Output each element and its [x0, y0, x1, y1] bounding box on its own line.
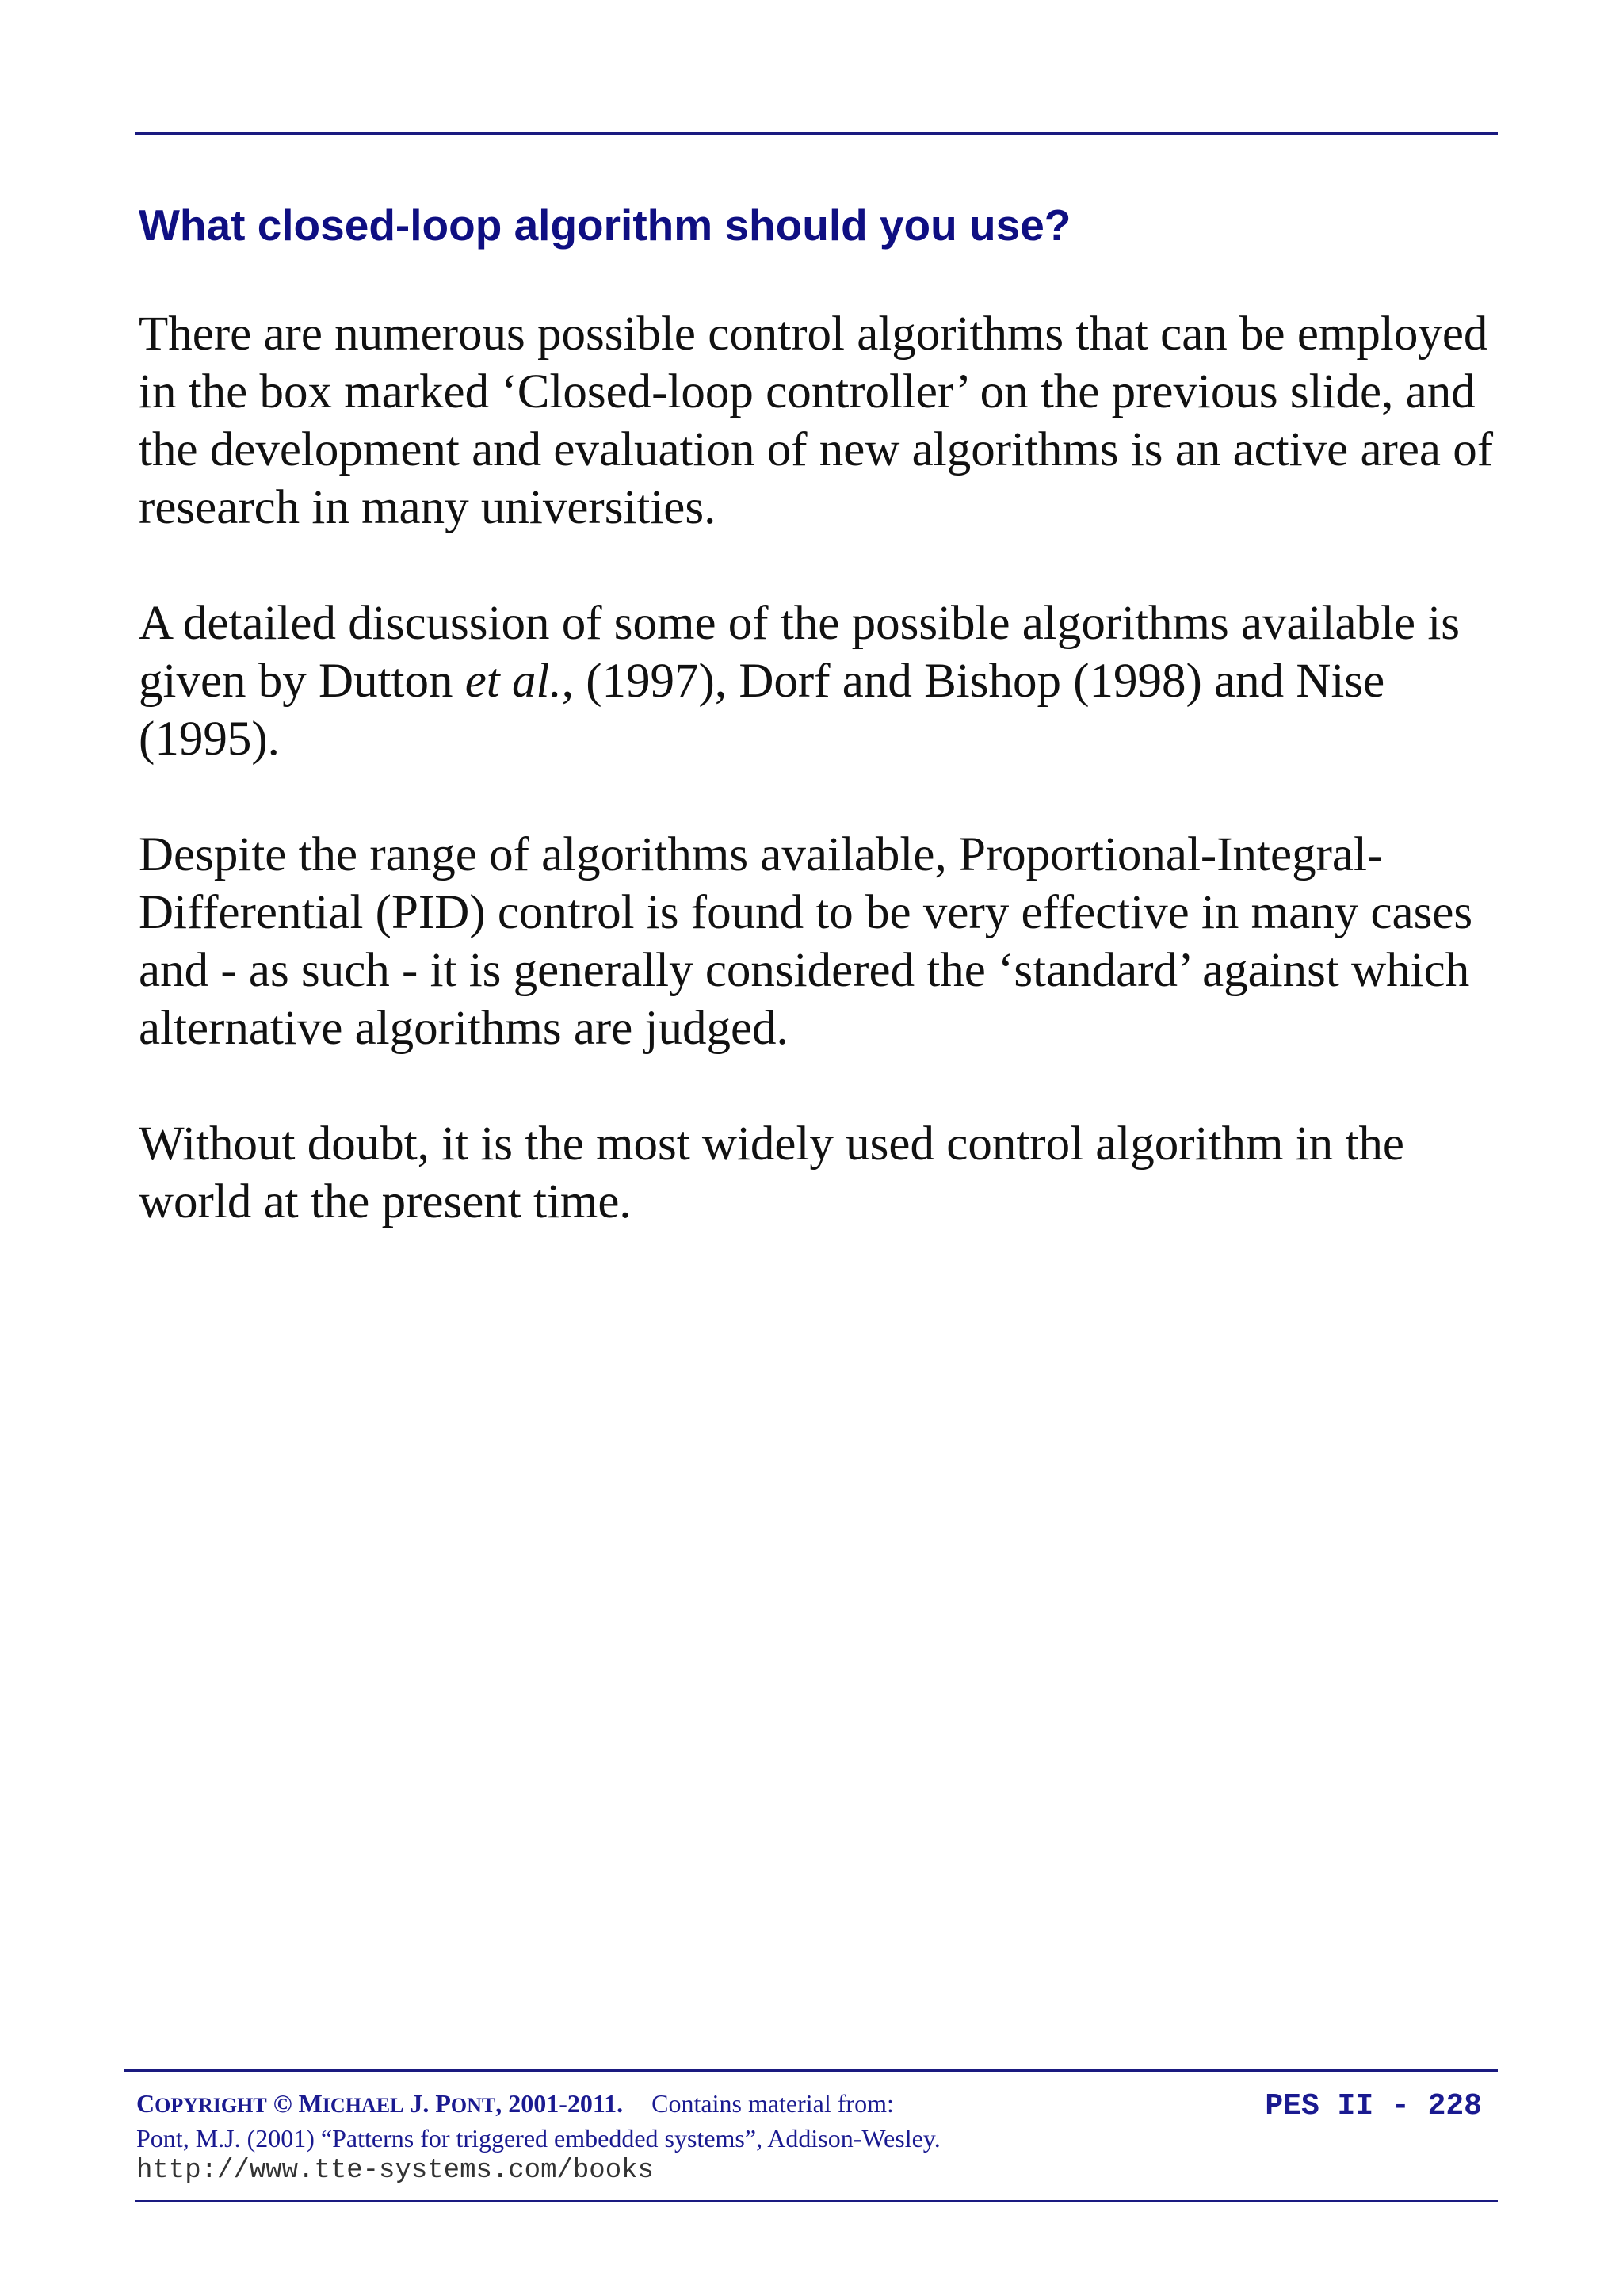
contains-material: Contains material from: — [651, 2089, 894, 2118]
paragraph-1: There are numerous possible control algorithms that can be employed in the box marked ‘Closed-loop controller’ on the previous slide, and the development and evaluation of new algorithms is an active area of research in many universities. — [139, 308, 1494, 534]
url-line[interactable]: http://www.tte-systems.com/books — [136, 2156, 654, 2186]
footer-bottom-divider — [135, 2200, 1498, 2202]
paragraph-3: Despite the range of algorithms available, Proportional-Integral-Differential (PID) control is found to be very effective in many cases and - as such - it is generally considered the ‘standard’ against which alternative algorithms are judged. — [139, 828, 1473, 1055]
paragraph-2 — [139, 594, 1510, 768]
copyright-notice: COPYRIGHT © MICHAEL J. PONT, 2001-2011. — [136, 2089, 624, 2118]
citation-line: Pont, M.J. (2001) “Patterns for triggered embedded systems”, Addison-Wesley. — [136, 2124, 941, 2153]
slide-body — [139, 305, 1510, 1289]
paragraph-2-end: , (1997), Dorf and Bishop (1998) and Nise (1995). — [139, 655, 1385, 766]
footer — [136, 2089, 1499, 2192]
top-divider — [135, 132, 1498, 135]
paragraph-2-italic: et al. — [464, 655, 562, 708]
page-code: PES II - 228 — [1265, 2089, 1482, 2123]
copyright-line — [136, 2089, 894, 2118]
slide-title: What closed-loop algorithm should you use? — [139, 201, 1071, 250]
copyright-symbol: © — [273, 2089, 292, 2118]
paragraph-2-start: A detailed discussion of some of the possible algorithms available is given by Dutton — [139, 597, 1461, 708]
paragraph-4: Without doubt, it is the most widely used control algorithm in the world at the present time. — [139, 1117, 1404, 1228]
footer-top-divider — [124, 2069, 1498, 2072]
